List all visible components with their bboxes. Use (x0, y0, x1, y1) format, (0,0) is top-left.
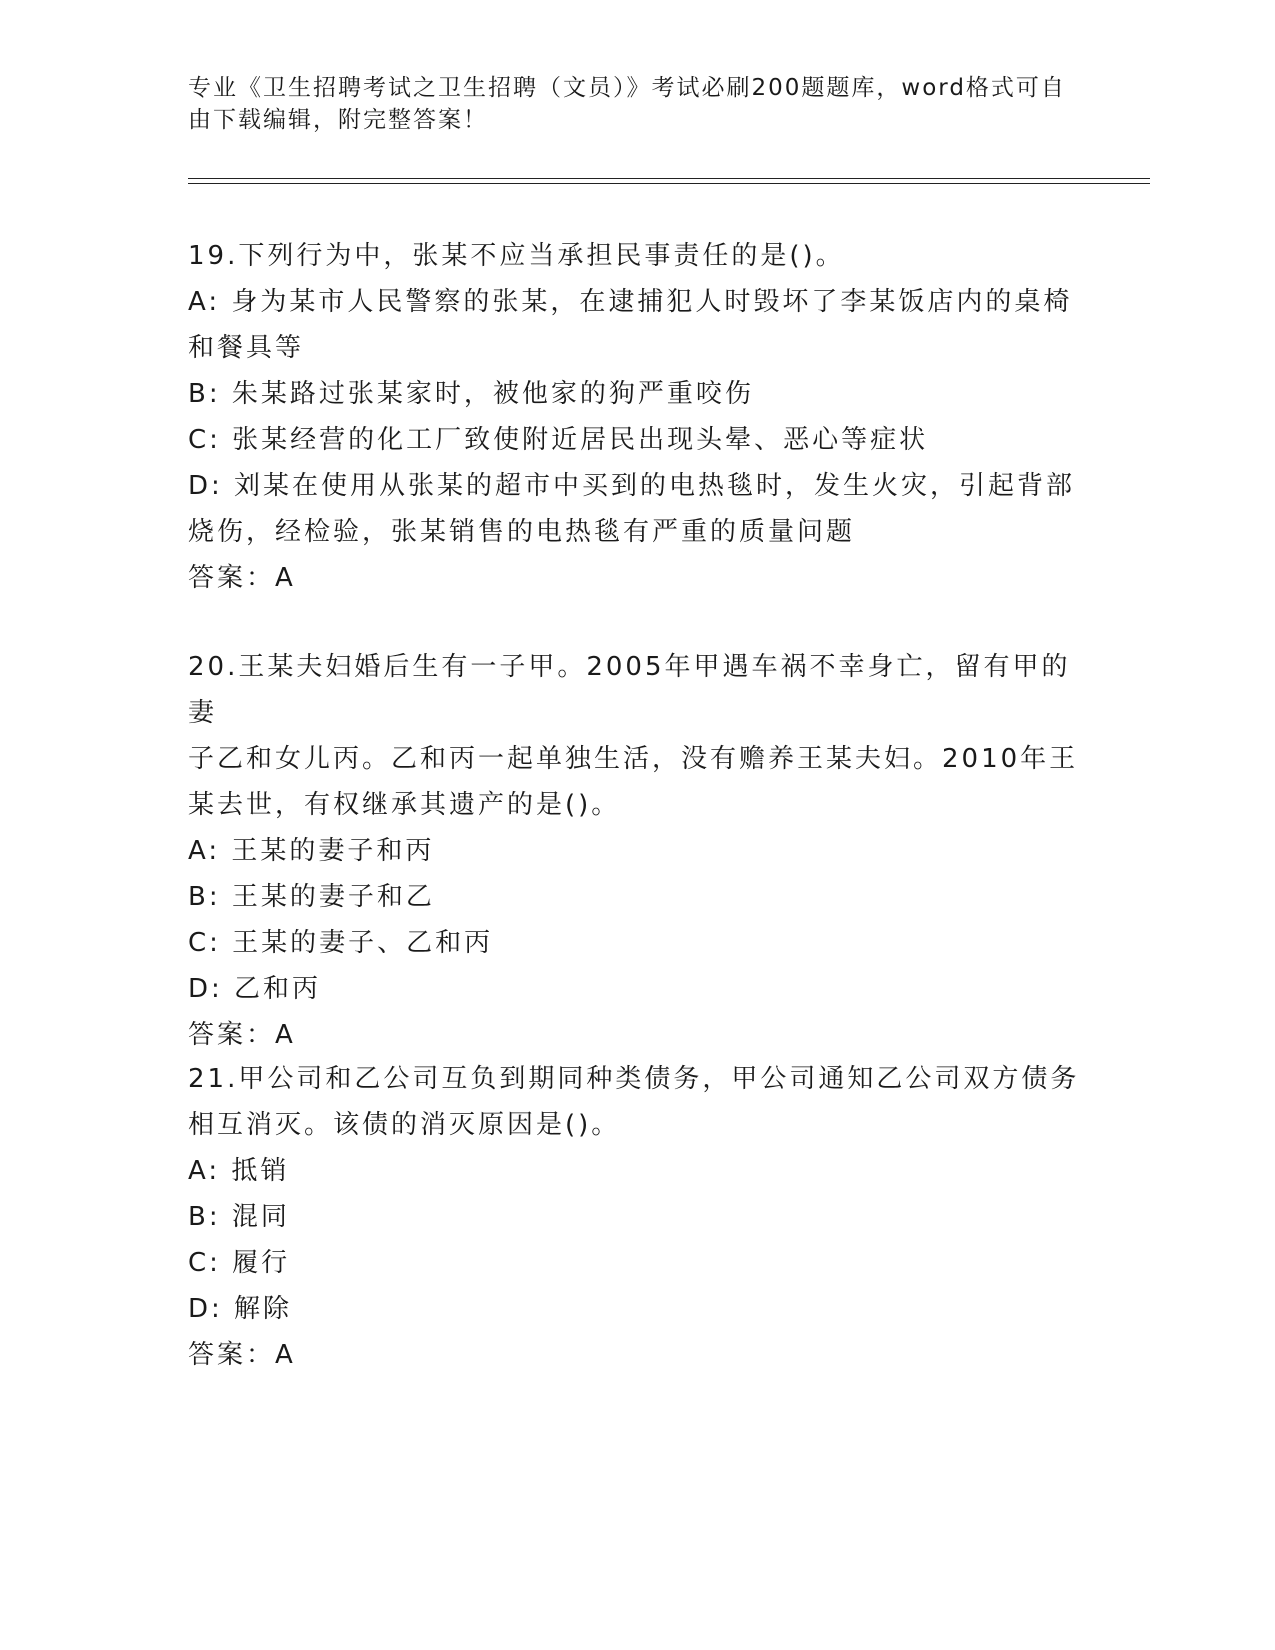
option-b: B: 王某的妻子和乙 (188, 882, 435, 912)
question-stem: 21.甲公司和乙公司互负到期同种类债务，甲公司通知乙公司双方债务 (188, 1064, 1080, 1094)
question-21 (188, 1056, 1088, 1378)
option-c: C: 王某的妻子、乙和丙 (188, 928, 494, 958)
intro-line-2: 由下载编辑，附完整答案！ (188, 107, 488, 133)
option-a-continued: 和餐具等 (188, 333, 305, 363)
answer: 答案：A (188, 1340, 296, 1370)
option-a: A: 王某的妻子和丙 (188, 836, 435, 866)
answer: 答案：A (188, 563, 296, 593)
option-b: B: 朱某路过张某家时，被他家的狗严重咬伤 (188, 379, 754, 409)
question-stem-continued: 某去世，有权继承其遗产的是()。 (188, 790, 621, 820)
question-20 (188, 644, 1088, 1058)
question-stem: 20.王某夫妇婚后生有一子甲。2005年甲遇车祸不幸身亡，留有甲的妻 (188, 652, 1071, 728)
question-stem-continued: 子乙和女儿丙。乙和丙一起单独生活，没有赡养王某夫妇。2010年王 (188, 744, 1079, 774)
question-stem-continued: 相互消灭。该债的消灭原因是()。 (188, 1110, 621, 1140)
header-divider-bottom (188, 183, 1150, 184)
answer: 答案：A (188, 1020, 296, 1050)
question-19 (188, 233, 1088, 601)
option-b: B: 混同 (188, 1202, 290, 1232)
option-d: D: 解除 (188, 1294, 293, 1324)
option-c: C: 张某经营的化工厂致使附近居民出现头晕、恶心等症状 (188, 425, 929, 455)
option-d: D: 刘某在使用从张某的超市中买到的电热毯时，发生火灾，引起背部 (188, 471, 1076, 501)
option-c: C: 履行 (188, 1248, 291, 1278)
option-a: A: 抵销 (188, 1156, 290, 1186)
option-d: D: 乙和丙 (188, 974, 322, 1004)
intro-line-1: 专业《卫生招聘考试之卫生招聘（文员）》考试必刷200题题库，word格式可自 (188, 75, 1066, 101)
document-intro (188, 72, 1088, 136)
header-divider-top (188, 178, 1150, 179)
option-d-continued: 烧伤，经检验，张某销售的电热毯有严重的质量问题 (188, 517, 856, 547)
question-stem: 19.下列行为中，张某不应当承担民事责任的是()。 (188, 241, 845, 271)
option-a: A: 身为某市人民警察的张某，在逮捕犯人时毁坏了李某饭店内的桌椅 (188, 287, 1073, 317)
